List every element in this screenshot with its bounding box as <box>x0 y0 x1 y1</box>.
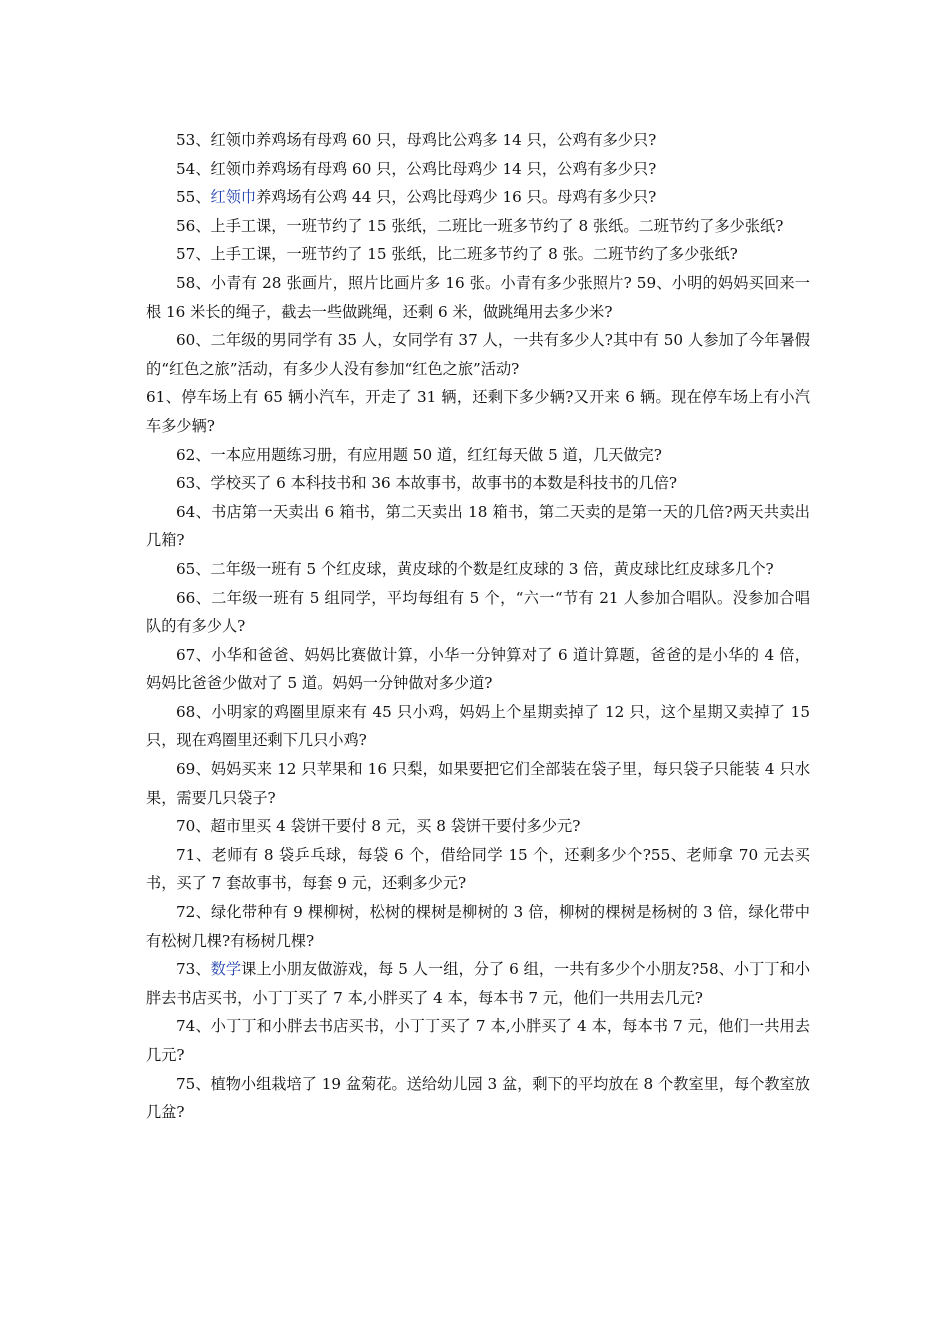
question-p57 <box>146 240 810 269</box>
question-p74 <box>146 1012 810 1069</box>
question-p67 <box>146 641 810 698</box>
question-p58 <box>146 269 810 326</box>
question-number: 53、 <box>176 131 211 149</box>
question-p56 <box>146 212 810 241</box>
question-text: 老师有 8 袋乒乓球，每袋 6 个，借给同学 15 个，还剩多少个?55、老师拿 70 元去买书，买了 7 套故事书，每套 9 元，还剩多少元? <box>146 845 810 893</box>
question-number: 74、 <box>176 1017 211 1036</box>
question-p72 <box>146 898 810 955</box>
question-p71 <box>146 841 810 898</box>
question-number: 54、 <box>176 159 211 178</box>
question-text: 小华和爸爸、妈妈比赛做计算，小华一分钟算对了 6 道计算题，爸爸的是小华的 4 倍，妈妈比爸爸少做对了 5 道。妈妈一分钟做对多少道? <box>146 645 810 693</box>
question-p62 <box>146 441 810 470</box>
question-number: 56、 <box>176 216 211 235</box>
question-p64 <box>146 498 810 555</box>
question-number: 70、 <box>176 817 211 836</box>
question-number: 58、 <box>176 273 211 292</box>
question-p70 <box>146 812 810 841</box>
question-p68 <box>146 698 810 755</box>
question-text: 停车场上有 65 辆小汽车，开走了 31 辆，还剩下多少辆?又开来 6 辆。现在停车场上有小汽车多少辆? <box>146 388 810 435</box>
question-p53 <box>146 126 810 155</box>
question-number: 75、 <box>176 1074 211 1093</box>
question-p73 <box>146 955 810 1012</box>
question-number: 60、 <box>176 331 211 350</box>
question-p55 <box>146 183 810 212</box>
question-number: 61、 <box>146 388 182 407</box>
question-number: 65、 <box>176 559 211 578</box>
question-number: 68、 <box>176 702 212 721</box>
question-text: 上手工课，一班节约了 15 张纸，比二班多节约了 8 张。二班节约了多少张纸? <box>210 245 738 264</box>
question-text: 植物小组栽培了 19 盆菊花。送给幼儿园 3 盆，剩下的平均放在 8 个教室里，每个教室放几盆? <box>146 1074 810 1122</box>
question-text: 红领巾养鸡场有母鸡 60 只，母鸡比公鸡多 14 只，公鸡有多少只? <box>210 131 657 149</box>
question-text: 课上小朋友做游戏，每 5 人一组，分了 6 组，一共有多少个小朋友?58、小丁丁和小胖去书店买书，小丁丁买了 7 本,小胖买了 4 本，每本书 7 元，他们一共用去几元? <box>146 960 811 1007</box>
question-text: 小丁丁和小胖去书店买书，小丁丁买了 7 本,小胖买了 4 本，每本书 7 元，他们一共用去几元? <box>146 1017 810 1064</box>
question-p69 <box>146 755 810 812</box>
question-text: 红领巾养鸡场有母鸡 60 只，公鸡比母鸡少 14 只，公鸡有多少只? <box>210 159 657 178</box>
question-number: 63、 <box>176 474 211 493</box>
question-text: 小明家的鸡圈里原来有 45 只小鸡，妈妈上个星期卖掉了 12 只，这个星期又卖掉了 15 只，现在鸡圈里还剩下几只小鸡? <box>146 702 810 750</box>
question-text: 养鸡场有公鸡 44 只，公鸡比母鸡少 16 只。母鸡有多少只? <box>256 188 657 207</box>
question-number: 62、 <box>176 445 211 464</box>
question-text: 小青有 28 张画片，照片比画片多 16 张。小青有多少张照片? 59、小明的妈妈买回来一根 16 米长的绳子，截去一些做跳绳，还剩 6 米，做跳绳用去多少米? <box>146 273 810 321</box>
document-body <box>146 126 810 1127</box>
question-p65 <box>146 555 810 584</box>
question-p66 <box>146 584 810 641</box>
question-text: 二年级一班有 5 个红皮球，黄皮球的个数是红皮球的 3 倍，黄皮球比红皮球多几个? <box>210 559 774 578</box>
question-text: 书店第一天卖出 6 箱书，第二天卖出 18 箱书，第二天卖的是第一天的几倍?两天共卖出几箱? <box>146 502 810 550</box>
question-number: 69、 <box>176 760 211 779</box>
question-number: 64、 <box>176 502 212 521</box>
question-text: 二年级的男同学有 35 人，女同学有 37 人，一共有多少人?其中有 50 人参加了今年暑假的“红色之旅”活动，有多少人没有参加“红色之旅”活动? <box>146 331 810 378</box>
question-number: 73、 <box>176 960 211 979</box>
question-text: 一本应用题练习册，有应用题 50 道，红红每天做 5 道，几天做完? <box>210 445 662 464</box>
question-number: 66、 <box>176 588 212 607</box>
question-p63 <box>146 469 810 498</box>
question-text: 学校买了 6 本科技书和 36 本故事书，故事书的本数是科技书的几倍? <box>210 474 678 493</box>
question-p60 <box>146 326 810 383</box>
question-number: 57、 <box>176 245 211 264</box>
question-number: 72、 <box>176 903 211 922</box>
question-text: 上手工课，一班节约了 15 张纸，二班比一班多节约了 8 张纸。二班节约了多少张纸? <box>210 216 784 235</box>
question-number: 55、 <box>176 188 211 207</box>
question-p54 <box>146 155 810 184</box>
question-text: 妈妈买来 12 只苹果和 16 只梨，如果要把它们全部装在袋子里，每只袋子只能装 4 只水果，需要几只袋子? <box>146 760 811 807</box>
question-text: 绿化带种有 9 棵柳树，松树的棵树是柳树的 3 倍，柳树的棵树是杨树的 3 倍，绿化带中有松树几棵?有杨树几棵? <box>146 903 810 950</box>
hyperlink[interactable]: 数学 <box>210 960 242 979</box>
question-number: 67、 <box>176 645 212 664</box>
question-p61 <box>146 383 810 440</box>
question-text: 超市里买 4 袋饼干要付 8 元，买 8 袋饼干要付多少元? <box>210 817 581 836</box>
question-p75 <box>146 1070 810 1127</box>
question-text: 二年级一班有 5 组同学，平均每组有 5 个，“六一“节有 21 人参加合唱队。没参加合唱队的有多少人? <box>146 588 810 636</box>
hyperlink[interactable]: 红领巾 <box>210 188 257 207</box>
question-number: 71、 <box>176 845 212 864</box>
